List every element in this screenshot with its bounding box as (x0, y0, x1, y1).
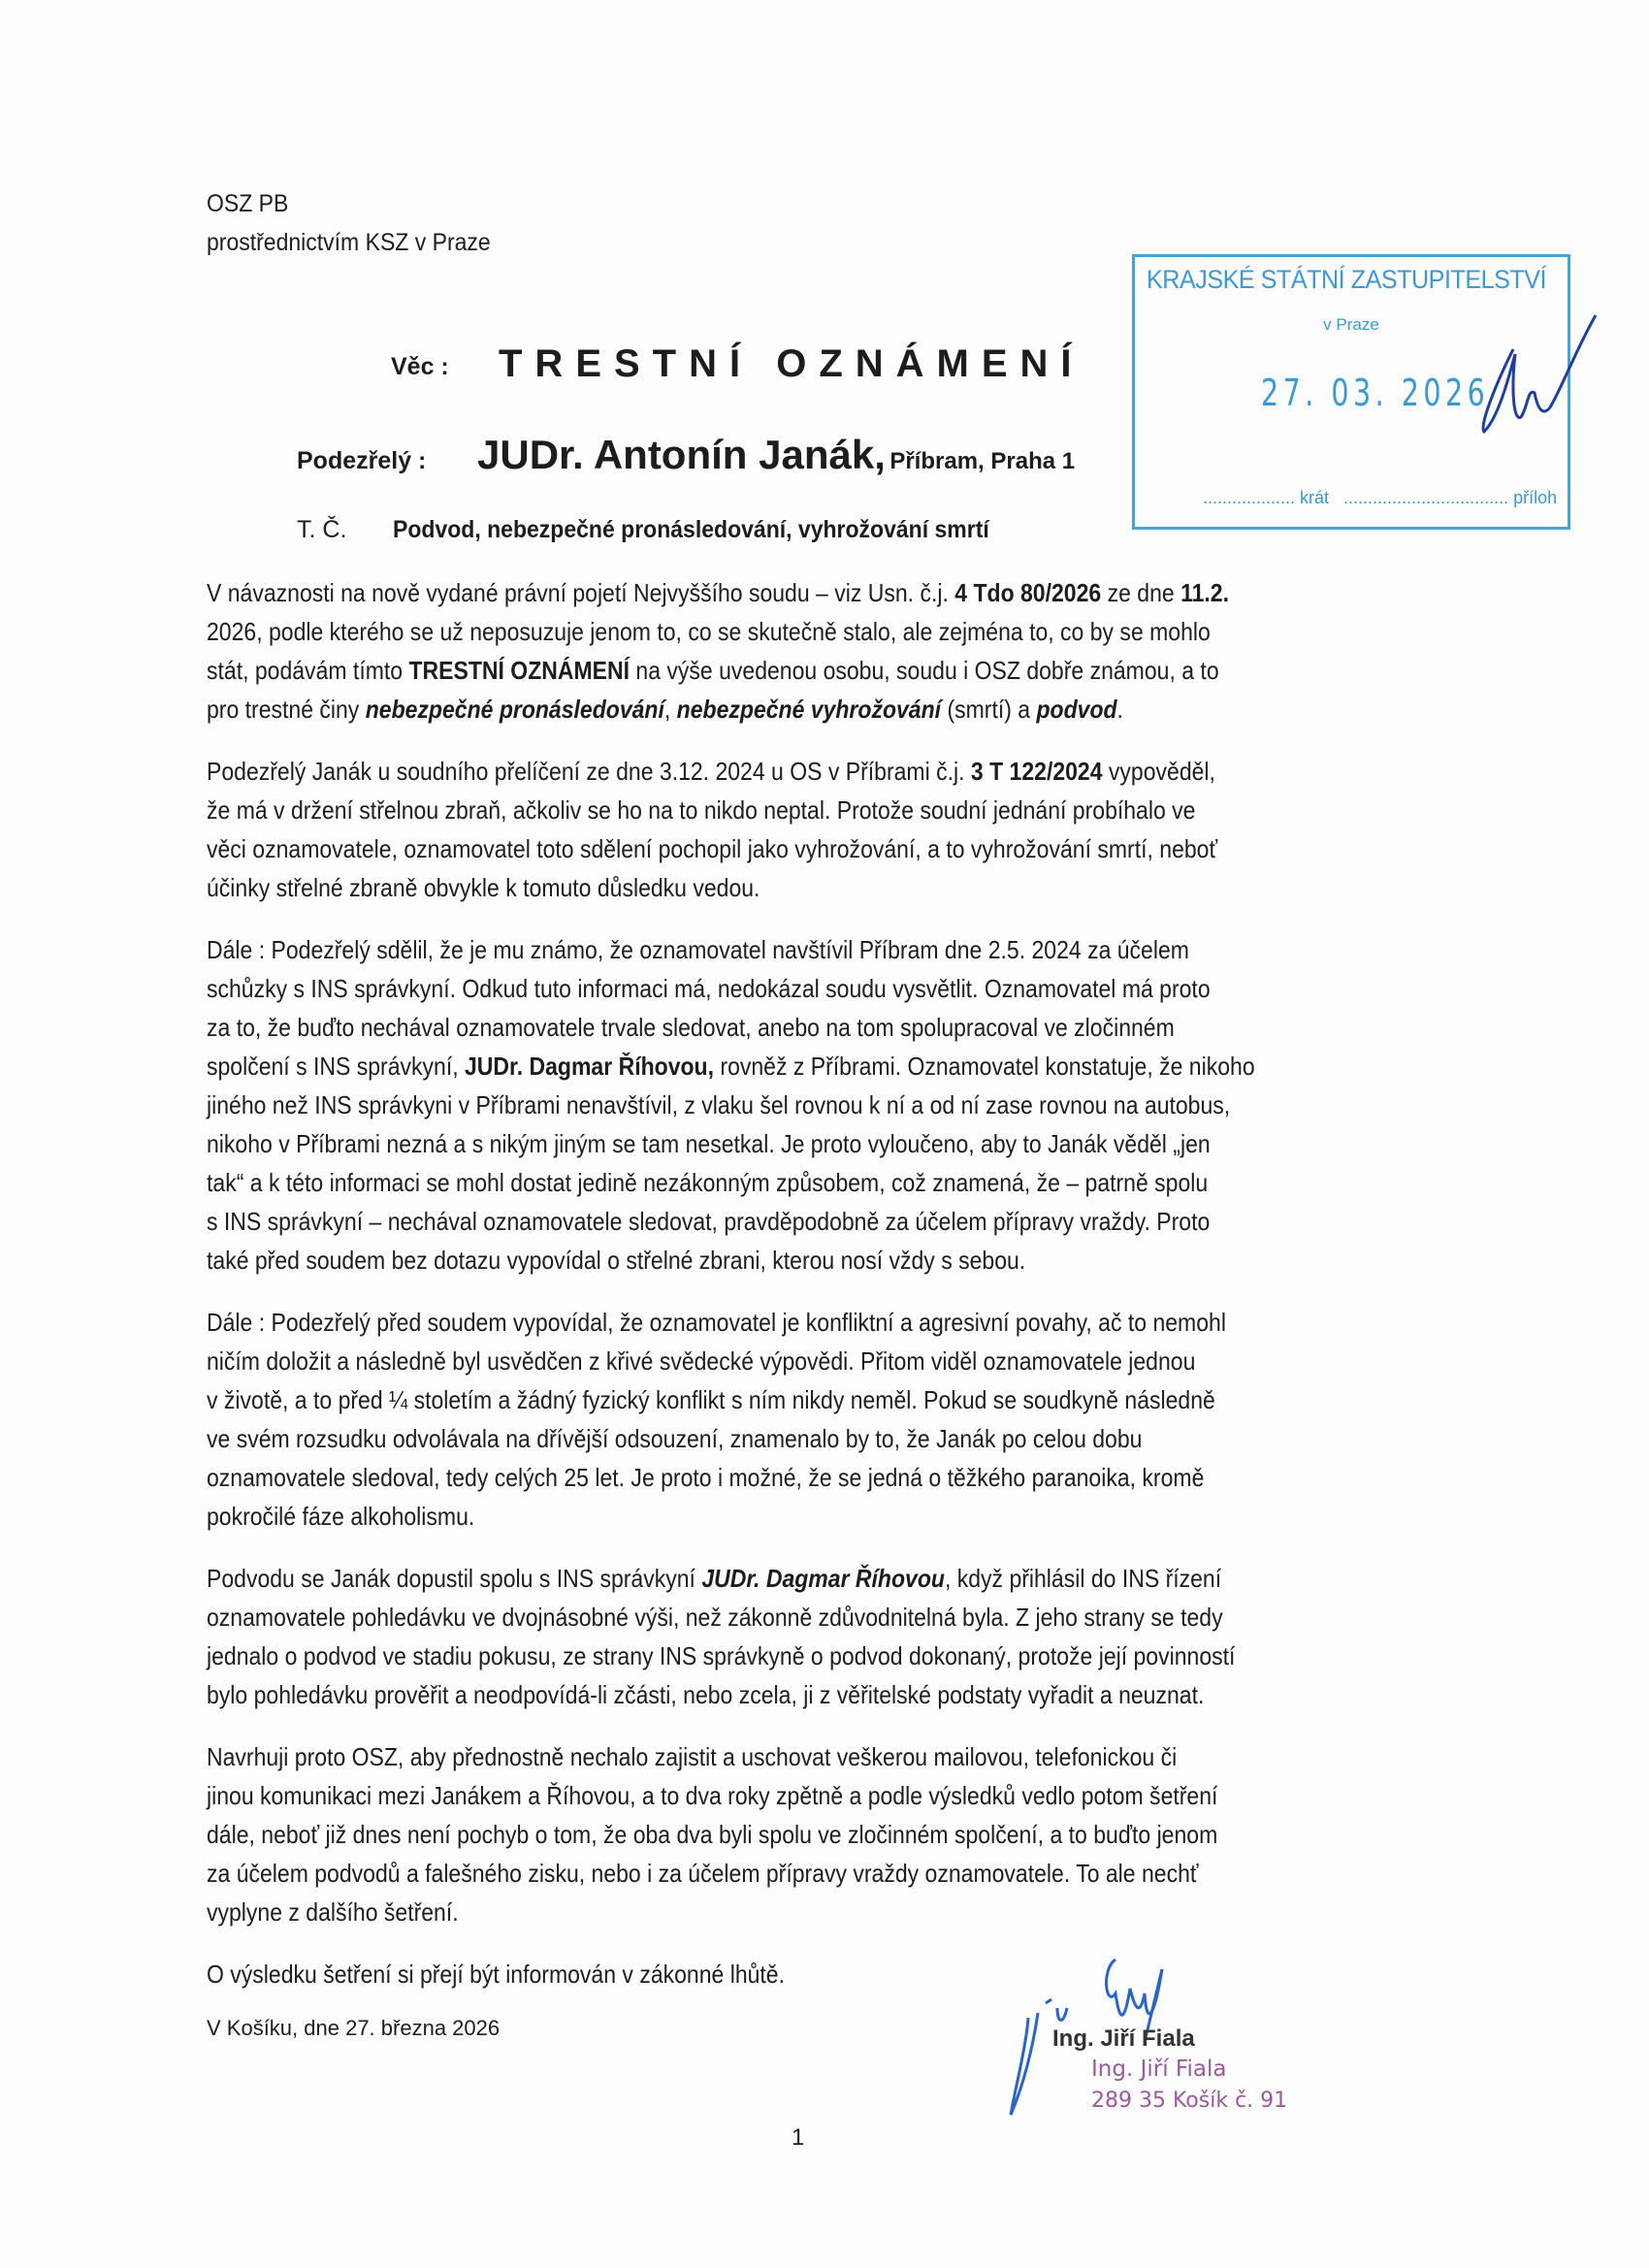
text-run: také před soudem bez dotazu vypovídal o střelné zbrani, kterou nosí vždy s sebou. (207, 1246, 1026, 1275)
text-line (207, 1854, 1255, 1893)
text-run: (smrtí) a (941, 695, 1037, 724)
text-run: V návaznosti na nově vydané právní pojetí Nejvyššího soudu – viz Usn. č.j. (207, 578, 955, 607)
emphasis-text: nebezpečné vyhrožování (676, 695, 942, 724)
paragraph (207, 930, 1391, 1280)
text-line (207, 1815, 1255, 1854)
text-run: vyplyne z dalšího šetření. (207, 1897, 459, 1927)
text-line (207, 969, 1255, 1008)
text-line (207, 930, 1255, 969)
text-line (207, 752, 1255, 791)
suspect-label: Podezřelý : (297, 447, 427, 474)
text-line (207, 1241, 1255, 1280)
stamp-authority: KRAJSKÉ STÁTNÍ ZASTUPITELSTVÍ (1147, 265, 1547, 294)
text-run: Dále : Podezřelý před soudem vypovídal, že oznamovatel je konfliktní a agresivní povahy, ač to nemohl (207, 1308, 1226, 1337)
text-line (207, 1419, 1255, 1458)
text-run: účinky střelné zbraně obvykle k tomuto důsledku vedou. (207, 873, 760, 902)
address-stamp-address: 289 35 Košík č. 91 (1091, 2089, 1288, 2113)
stamp-date: 27. 03. 2026 (1261, 372, 1490, 414)
text-run: s INS správkyní – nechával oznamovatele sledovat, pravděpodobně za účelem přípravy vraždy. Proto (207, 1207, 1211, 1236)
text-run: vypověděl, (1102, 757, 1215, 786)
recipient: OSZ PB (207, 190, 289, 217)
page-number: 1 (792, 2124, 805, 2151)
text-run: Dále : Podezřelý sdělil, že je mu známo, že oznamovatel navštívil Příbram dne 2.5. 2024 za účelem (207, 935, 1189, 964)
paragraph (207, 1955, 1391, 1993)
text-line (207, 651, 1255, 690)
paragraph (207, 752, 1391, 907)
emphasis-text: TRESTNÍ OZNÁMENÍ (408, 656, 630, 685)
paragraph (207, 1559, 1391, 1714)
text-line (207, 1675, 1255, 1714)
text-line (207, 1737, 1255, 1776)
document-title: TRESTNÍ OZNÁMENÍ (499, 342, 1084, 385)
text-line (207, 1008, 1255, 1047)
text-run: rovněž z Příbrami. Oznamovatel konstatuje, že nikoho (714, 1052, 1255, 1081)
text-run: Navrhuji proto OSZ, aby přednostně nechalo zajistit a uschovat veškerou mailovou, telefonickou či (207, 1742, 1178, 1771)
text-line (207, 1636, 1255, 1675)
text-line (207, 1458, 1255, 1497)
text-run: , (663, 695, 677, 724)
suspect (477, 432, 1075, 478)
text-line (207, 612, 1255, 651)
text-run: věci oznamovatele, oznamovatel toto sdělení pochopil jako vyhrožování, a to vyhrožování smrtí, neboť (207, 834, 1218, 863)
paragraph (207, 1737, 1391, 1931)
text-line (207, 868, 1255, 907)
text-line (207, 1598, 1255, 1636)
text-run: . (1116, 695, 1123, 724)
text-line (207, 1380, 1255, 1419)
text-line (207, 1497, 1255, 1536)
paragraph (207, 573, 1391, 729)
text-run: jinou komunikaci mezi Janákem a Říhovou, a to dva roky zpětně a podle výsledků vedlo potom šetření (207, 1781, 1218, 1810)
text-run: bylo pohledávku prověřit a neodpovídá-li zčásti, nebo zcela, ji z věřitelské podstaty vyřadit a neuznat. (207, 1680, 1205, 1709)
text-run: že má v držení střelnou zbraň, ačkoliv se ho na to nikdo neptal. Protože soudní jednání probíhalo ve (207, 795, 1196, 825)
text-run: v životě, a to před ¼ stoletím a žádný fyzický konflikt s ním nikdy neměl. Pokud se soudkyně následně (207, 1385, 1215, 1414)
text-run: za účelem podvodů a falešného zisku, nebo i za účelem přípravy vraždy oznamovatele. To ale nechť (207, 1859, 1199, 1888)
signer-name: Ing. Jiří Fiala (1052, 2025, 1195, 2052)
stamp-copies: ................... krát (1203, 488, 1330, 507)
text-line (207, 690, 1255, 729)
text-run: ničím doložit a následně byl usvědčen z křivé svědecké výpovědi. Přitom viděl oznamovatele jednou (207, 1346, 1196, 1376)
document-body (207, 573, 1391, 2017)
offence-label: T. Č. (297, 516, 347, 543)
text-run: oznamovatele sledoval, tedy celých 25 let. Je proto i možné, že se jedná o těžkého paranoika, kromě (207, 1463, 1205, 1492)
text-line (207, 1085, 1255, 1124)
emphasis-text: 3 T 122/2024 (970, 757, 1103, 786)
text-run: ve svém rozsudku odvolávala na dřívější odsouzení, znamenalo by to, že Janák po celou dobu (207, 1424, 1143, 1453)
text-run: pro trestné činy (207, 695, 366, 724)
text-line (207, 791, 1255, 829)
text-run: na výše uvedenou osobu, soudu i OSZ dobře známou, a to (630, 656, 1219, 685)
offence-text: Podvod, nebezpečné pronásledování, vyhrožování smrtí (393, 516, 989, 543)
text-run: O výsledku šetření si přejí být informován v zákonné lhůtě. (207, 1960, 785, 1989)
text-run: tak“ a k této informaci se mohl dostat jedině nezákonným způsobem, což znamená, že – patrně spolu (207, 1168, 1209, 1197)
text-run: oznamovatele pohledávku ve dvojnásobné výši, než zákonně zdůvodnitelná byla. Z jeho strany se tedy (207, 1603, 1223, 1632)
stamp-city: v Praze (1323, 315, 1379, 334)
text-run: dále, neboť již dnes není pochyb o tom, že oba dva byli spolu ve zločinném spolčení, a to buďto jenom (207, 1820, 1218, 1849)
subject-label: Věc : (391, 353, 449, 380)
text-run: 2026, podle kterého se už neposuzuje jenom to, co se skutečně stalo, ale zejména to, co by se mohlo (207, 617, 1211, 646)
text-line (207, 1202, 1255, 1241)
text-run: jiného než INS správkyni v Příbrami nenavštívil, z vlaku šel rovnou k ní a od ní zase rovnou na autobus, (207, 1090, 1231, 1119)
emphasis-text: 4 Tdo 80/2026 (954, 578, 1102, 607)
emphasis-text: 11.2. (1180, 578, 1229, 607)
text-line (207, 1303, 1255, 1342)
text-line (207, 573, 1255, 612)
text-run: jednalo o podvod ve stadiu pokusu, ze strany INS správkyně o podvod dokonaný, protože její povinností (207, 1641, 1236, 1670)
recipient-via: prostřednictvím KSZ v Praze (207, 229, 491, 256)
place-date: V Košíku, dne 27. března 2026 (207, 2016, 501, 2040)
text-run: pokročilé fáze alkoholismu. (207, 1502, 475, 1531)
text-line (207, 829, 1255, 868)
text-run: nikoho v Příbrami nezná a s nikým jiným se tam nesetkal. Je proto vyloučeno, aby to Janák věděl „jen (207, 1129, 1211, 1158)
text-line (207, 1893, 1255, 1931)
text-line (207, 1559, 1255, 1598)
suspect-place: Příbram, Praha 1 (889, 448, 1076, 474)
text-line (207, 1342, 1255, 1380)
text-run: za to, že buďto nechával oznamovatele trvale sledovat, anebo na tom spolupracoval ve zločinném (207, 1013, 1175, 1042)
address-stamp-name: Ing. Jiří Fiala (1091, 2057, 1227, 2082)
emphasis-text: podvod (1036, 695, 1117, 724)
text-run: stát, podávám tímto (207, 656, 409, 685)
emphasis-text: JUDr. Dagmar Říhovou (701, 1564, 945, 1593)
text-run: ze dne (1101, 578, 1181, 607)
text-run: Podvodu se Janák dopustil spolu s INS správkyní (207, 1564, 702, 1593)
text-line (207, 1776, 1255, 1815)
stamp-signature-icon (1474, 310, 1600, 446)
emphasis-text: nebezpečné pronásledování (365, 695, 664, 724)
emphasis-text: JUDr. Dagmar Říhovou, (464, 1052, 715, 1081)
text-run: Podezřelý Janák u soudního přelíčení ze dne 3.12. 2024 u OS v Příbrami č.j. (207, 757, 971, 786)
text-line (207, 1047, 1255, 1085)
text-run: schůzky s INS správkyní. Odkud tuto informaci má, nedokázal soudu vysvětlit. Oznamovatel má proto (207, 974, 1211, 1003)
paragraph (207, 1303, 1391, 1536)
text-line (207, 1124, 1255, 1163)
text-run: , když přihlásil do INS řízení (944, 1564, 1222, 1593)
suspect-name: JUDr. Antonín Janák, (477, 432, 886, 477)
text-run: spolčení s INS správkyní, (207, 1052, 465, 1081)
text-line (207, 1163, 1255, 1202)
stamp-counts (1203, 488, 1557, 508)
stamp-attachments: .................................. příloh (1343, 488, 1558, 507)
